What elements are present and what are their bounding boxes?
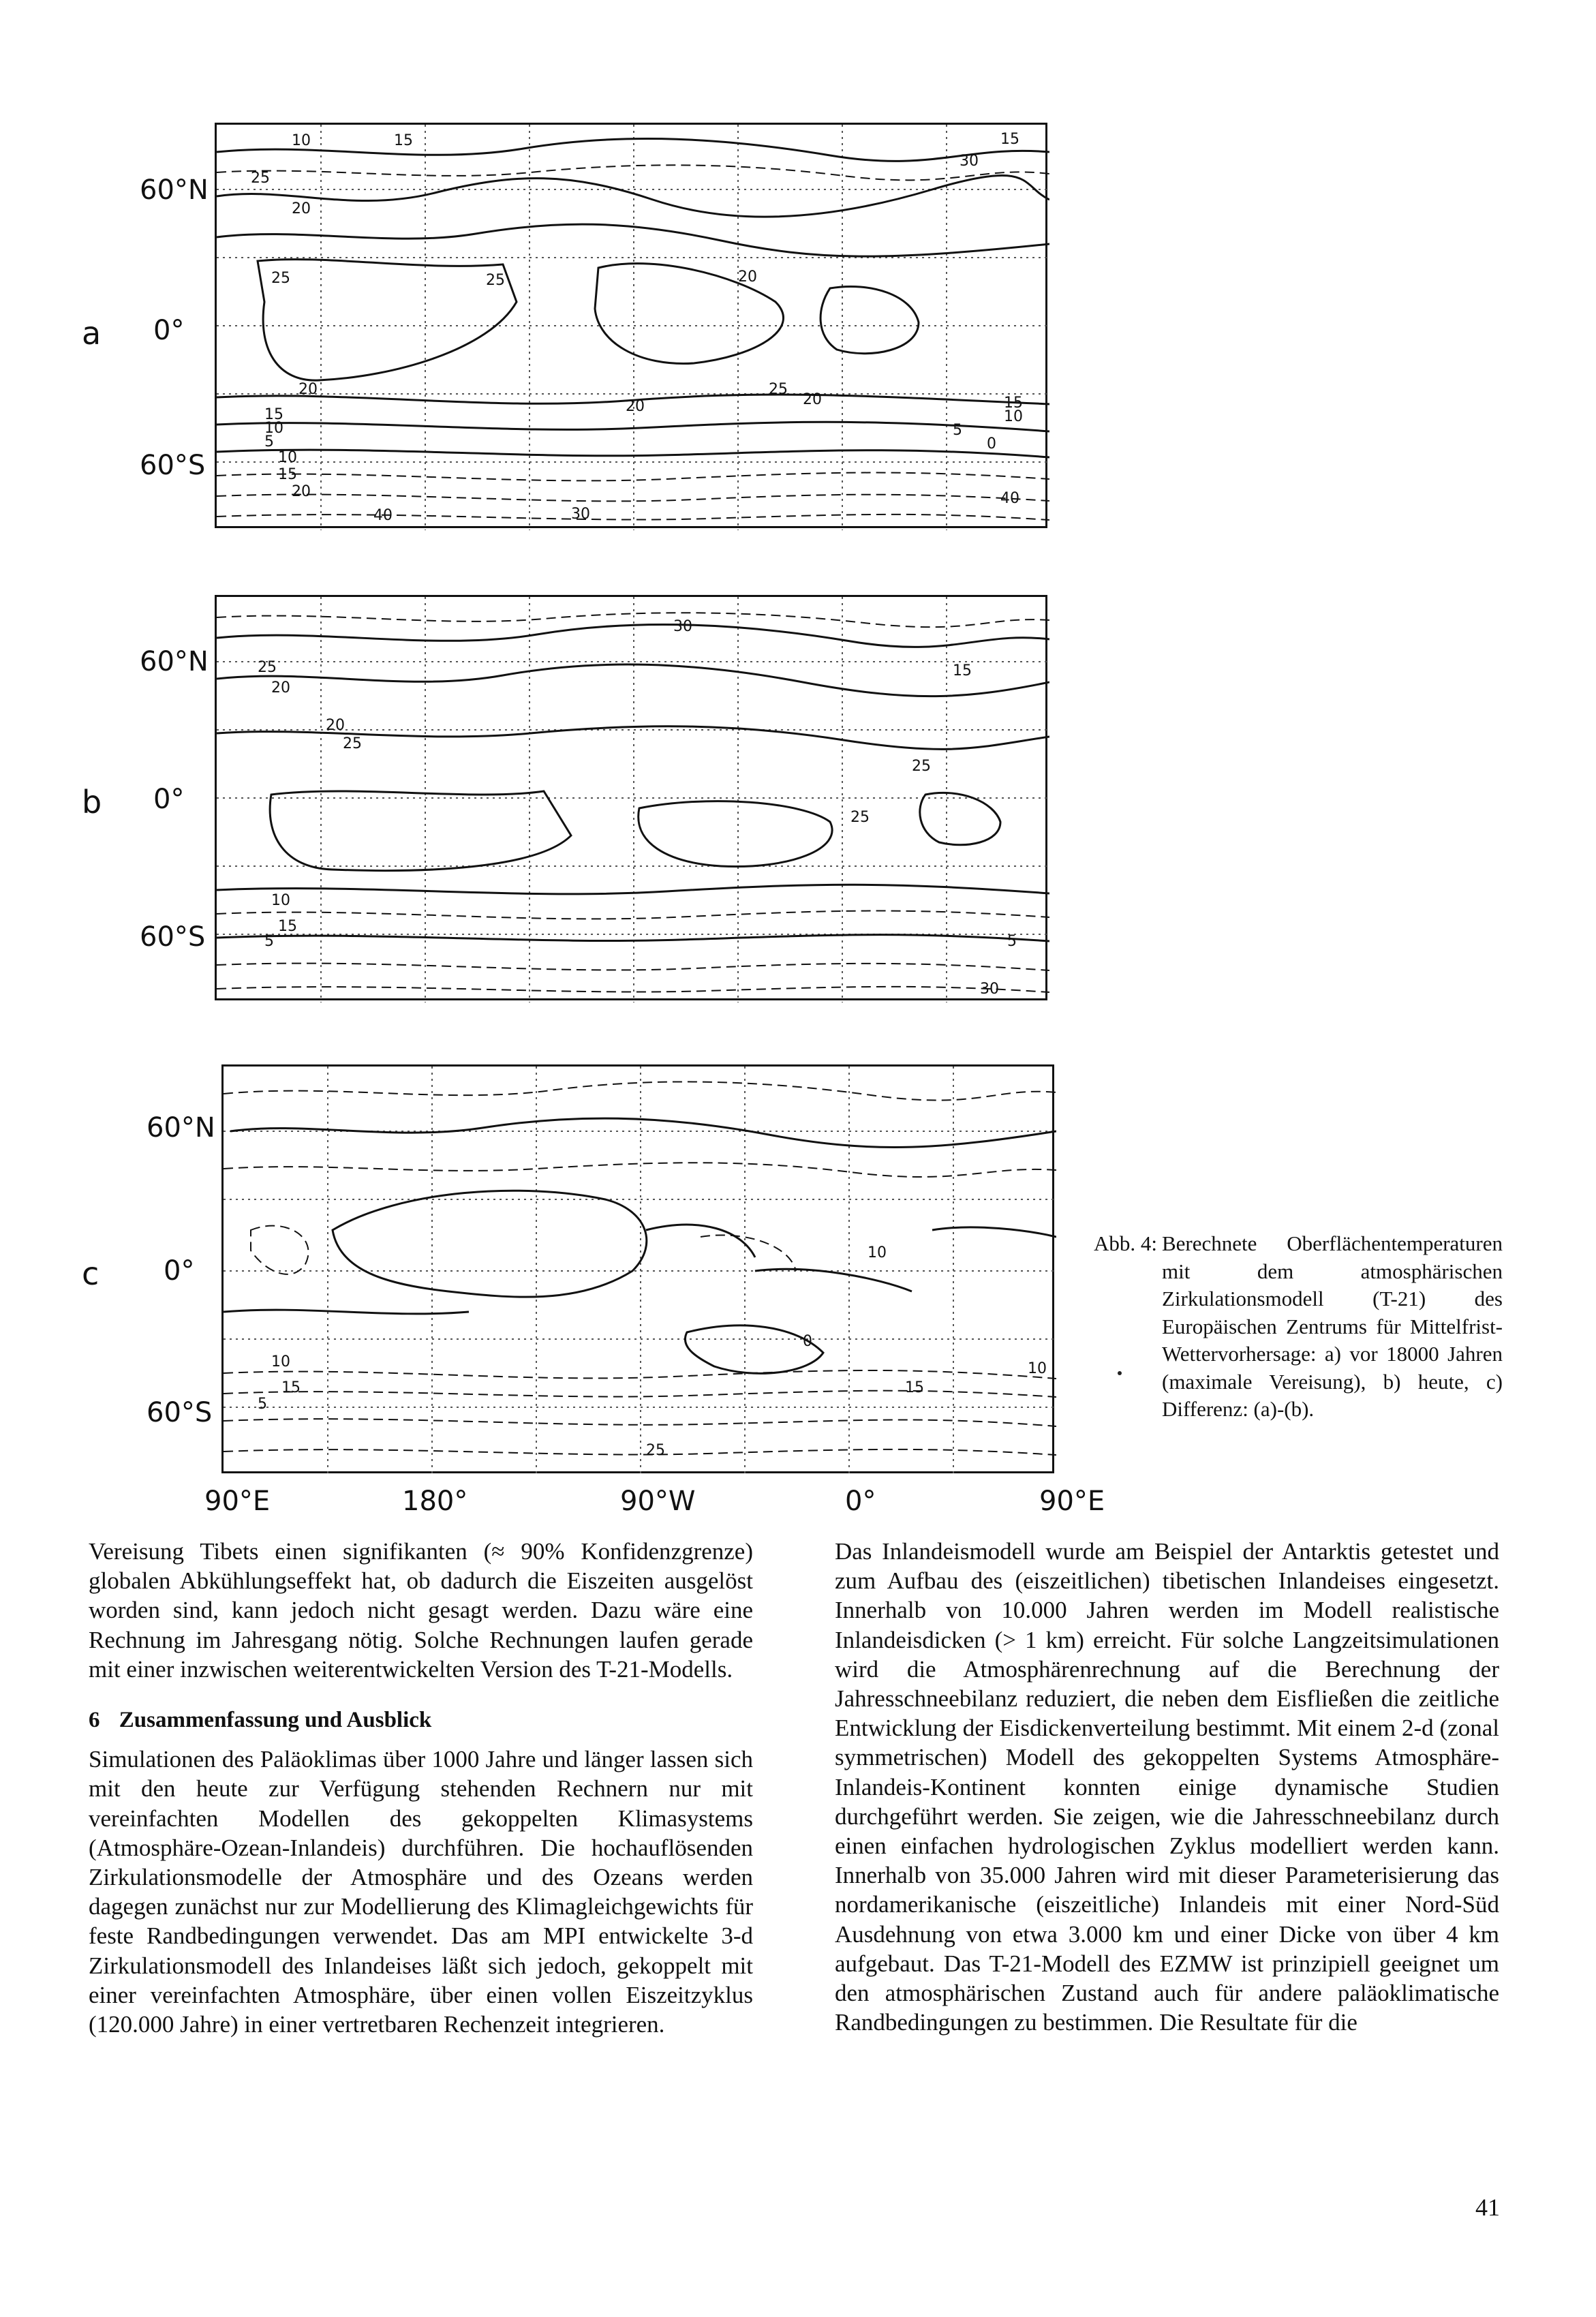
lat-label-equator: 0° <box>153 315 185 346</box>
contour-label: 20 <box>326 717 345 734</box>
contour-map-c <box>221 1064 1054 1473</box>
contour-label: 10 <box>264 420 283 437</box>
contour-label: 15 <box>264 406 283 423</box>
contour-label: 10 <box>271 892 290 909</box>
contour-label: 25 <box>258 659 277 676</box>
contour-label: 15 <box>394 132 413 149</box>
contour-label: 25 <box>251 170 270 187</box>
contour-label: 5 <box>264 933 274 950</box>
page-number: 41 <box>1475 2194 1500 2221</box>
contour-label: 25 <box>486 272 505 289</box>
contour-label: 25 <box>343 735 362 752</box>
contour-map-graphic <box>217 597 1049 1002</box>
paragraph: Vereisung Tibets einen signifikanten (≈ 90% Konfidenzgrenze) globalen Abkühlungseffekt hat, ob dadurch die Eiszeiten ausgelöst worden sind, kann jedoch nicht gesagt werden. Dazu wäre eine Rechnung im Jahresgang nötig. Solche Rechnungen laufen gerade mit einer inzwischen weiterentwickelten Version des T-21-Modells. <box>89 1538 753 1683</box>
section-number: 6 <box>89 1708 100 1733</box>
section-heading <box>89 1706 753 1735</box>
lat-label-60s: 60°S <box>140 450 206 481</box>
contour-label: 20 <box>626 398 645 415</box>
contour-label: 10 <box>868 1244 887 1261</box>
contour-map-b <box>215 595 1047 1000</box>
contour-label: 5 <box>258 1396 267 1413</box>
contour-label: 10 <box>292 132 311 149</box>
contour-label: 40 <box>1000 490 1019 507</box>
lat-label-60s: 60°S <box>140 921 206 953</box>
contour-map-a <box>215 123 1047 528</box>
caption-text: Berechnete Oberflächentemperaturen mit dem atmosphärischen Zirkulationsmodell (T-21) des Europäischen Zentrums für Mittelfrist-Wettervorhersage: a) vor 18000 Jahren (maximale Vereisung), b) heute, c) Differenz: (a)-(b). <box>1162 1231 1503 1421</box>
panel-letter: b <box>82 784 102 820</box>
lon-label: 90°E <box>1039 1486 1105 1517</box>
figure-caption <box>1094 1230 1503 1424</box>
contour-label: 15 <box>281 1379 301 1396</box>
right-column <box>835 1537 1499 2037</box>
contour-label: 40 <box>373 507 393 524</box>
contour-label: 25 <box>271 270 290 287</box>
section-title: Zusammenfassung und Ausblick <box>119 1708 432 1733</box>
lon-label: 0° <box>845 1486 876 1517</box>
contour-label: 15 <box>1004 395 1023 412</box>
contour-label: 20 <box>298 381 318 398</box>
contour-label: 10 <box>1028 1360 1047 1377</box>
contour-label: 15 <box>1000 131 1019 148</box>
contour-label: 0 <box>803 1333 812 1350</box>
contour-label: 30 <box>673 618 692 635</box>
paragraph: Das Inlandeismodell wurde am Beispiel der Antarktis getestet und zum Aufbau des (eiszeitlichen) tibetischen Inlandeises eingesetzt. Innerhalb von 10.000 Jahren werden im Modell realistische Inlandeisdicken (> 1 km) erreicht. Für solche Langzeitsimulationen wird die Atmosphärenrechnung auf die Berechnung der Jahresschneebilanz reduziert, die neben dem Eisfließen die zeitliche Entwicklung der Eisdickenverteilung bestimmt. Mit einem 2-d (zonal symmetrischen) Modell des gekoppelten Systems Atmosphäre-Inlandeis-Kontinent konnten einige dynamische Studien durchgeführt werden. Sie zeigen, wie die Jahresschneebilanz durch einen einfachen hydrologischen Zyklus modelliert werden kann. Innerhalb von 35.000 Jahren wird mit dieser Parameterisierung das nordamerikanische (eiszeitliche) Inlandeis mit einer Nord-Süd Ausdehnung von etwa 3.000 km und einer Dicke von über 4 km aufgebaut. Das T-21-Modell des EZMW ist prinzipiell geeignet um den atmosphärischen Zustand auch für andere paläoklimatische Randbedingungen zu bestimmen. Die Resultate für die <box>835 1538 1499 2036</box>
contour-label: 15 <box>278 918 297 935</box>
left-column <box>89 1537 753 2039</box>
contour-label: 20 <box>292 483 311 500</box>
contour-map-graphic <box>217 125 1049 530</box>
contour-label: 25 <box>912 758 931 775</box>
contour-label: 5 <box>1007 933 1017 950</box>
panel-letter: c <box>82 1255 99 1292</box>
lat-label-equator: 0° <box>164 1255 195 1287</box>
contour-label: 25 <box>850 809 870 826</box>
lat-label-60n: 60°N <box>147 1112 215 1144</box>
contour-label: 25 <box>769 381 788 398</box>
contour-label: 20 <box>292 200 311 217</box>
lat-label-60s: 60°S <box>147 1397 213 1428</box>
contour-label: 20 <box>271 679 290 696</box>
contour-label: 15 <box>953 662 972 679</box>
contour-label: 0 <box>987 435 996 452</box>
lon-label: 90°E <box>204 1486 271 1517</box>
contour-label: 15 <box>905 1379 924 1396</box>
contour-label: 30 <box>980 981 999 998</box>
lat-label-equator: 0° <box>153 784 185 815</box>
contour-label: 15 <box>278 466 297 483</box>
contour-label: 5 <box>953 422 962 439</box>
lat-label-60n: 60°N <box>140 174 209 206</box>
contour-label: 30 <box>960 153 979 170</box>
contour-label: 25 <box>646 1442 665 1459</box>
lon-label: 180° <box>402 1486 468 1517</box>
contour-label: 10 <box>1004 408 1023 425</box>
panel-letter: a <box>82 315 102 352</box>
lon-label: 90°W <box>620 1486 696 1517</box>
lat-label-60n: 60°N <box>140 646 209 677</box>
contour-label: 20 <box>738 268 757 286</box>
contour-label: 10 <box>278 449 297 466</box>
contour-label: 5 <box>264 433 274 450</box>
contour-label: 20 <box>803 391 822 408</box>
contour-map-graphic <box>224 1067 1056 1475</box>
paragraph: Simulationen des Paläoklimas über 1000 Jahre und länger lassen sich mit den heute zur Verfügung stehenden Rechnern nur mit vereinfachten Modellen des gekoppelten Klimasystems (Atmosphäre-Ozean-Inlandeis) durchführen. Die hochauflösenden Zirkulationsmodelle der Atmosphäre und des Ozeans werden dagegen zunächst nur zur Modellierung des Klimagleichgewichts für feste Randbedingungen verwendet. Das am MPI entwickelte 3-d Zirkulationsmodell des Inlandeises läßt sich jedoch, gekoppelt mit einer vereinfachten Atmosphäre, über einen vollen Eiszeitzyklus (120.000 Jahre) in einer vertretbaren Rechenzeit integrieren. <box>89 1746 753 2038</box>
caption-label: Abb. 4: <box>1094 1231 1157 1255</box>
contour-label: 10 <box>271 1353 290 1370</box>
contour-label: 30 <box>571 506 590 523</box>
